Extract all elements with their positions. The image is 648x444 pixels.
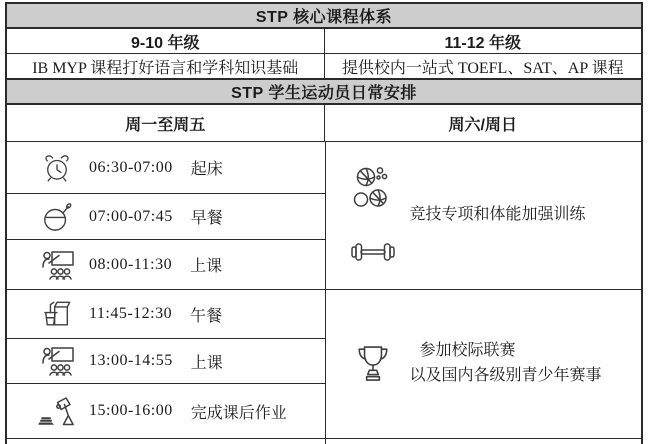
- alarm-clock-icon: [37, 152, 77, 184]
- schedule-row-class-morning: [7, 240, 325, 290]
- schedule-time: 15:00-16:00: [89, 402, 173, 419]
- day-header-row: [7, 105, 641, 142]
- schedule-activity: 上课: [190, 354, 223, 372]
- core-curriculum-title-row: [7, 4, 641, 29]
- grade-header-row: [7, 29, 641, 54]
- weekday-header: 周一至周五: [7, 105, 325, 141]
- schedule-activity: 早餐: [190, 210, 223, 227]
- lunch-drink-icon: [37, 298, 77, 330]
- grade-9-10-header: 9-10 年级: [7, 29, 325, 53]
- grade-11-12-header: 11-12 年级: [444, 34, 521, 52]
- daily-schedule-title: STP 学生运动员日常安排: [231, 85, 417, 102]
- sports-balls-icon: [353, 166, 393, 212]
- stp-program-table: [5, 2, 643, 444]
- schedule-time: 13:00-14:55: [89, 352, 173, 369]
- breakfast-bowl-icon: [37, 202, 77, 232]
- weekend-header: 周六/周日: [448, 117, 517, 134]
- schedule-time: 06:30-07:00: [89, 158, 173, 176]
- weekend-schedule-column: [326, 142, 642, 444]
- desk-lamp-homework-icon: [37, 396, 77, 426]
- schedule-body: [7, 142, 641, 444]
- trophy-icon: [355, 343, 391, 385]
- schedule-activity: 完成课后作业: [190, 404, 287, 422]
- schedule-row-truncated: [7, 439, 325, 444]
- competition-line-2: 以及国内各级别青少年赛事: [409, 367, 602, 384]
- weekend-cell-truncated: [326, 439, 642, 444]
- weekend-cell-training: [326, 142, 642, 290]
- grade-description-row: [7, 54, 641, 80]
- schedule-row-class-afternoon: [7, 339, 325, 384]
- classroom-lesson-icon: [37, 346, 77, 376]
- schedule-activity: 起床: [190, 161, 223, 178]
- schedule-row-lunch: [7, 290, 325, 339]
- classroom-lesson-icon: [37, 250, 77, 280]
- weekday-schedule-column: [7, 142, 326, 444]
- schedule-activity: 午餐: [190, 307, 223, 325]
- grade-9-10-description: IB MYP 课程打好语言和学科知识基础: [7, 54, 325, 78]
- schedule-time: 08:00-11:30: [89, 255, 173, 273]
- competition-line-1: 参加校际联赛: [419, 342, 516, 360]
- core-curriculum-title: STP 核心课程体系: [255, 9, 393, 26]
- schedule-row-wakeup: [7, 142, 325, 194]
- dumbbell-icon: [350, 238, 396, 266]
- schedule-time: 11:45-12:30: [89, 305, 173, 322]
- schedule-row-homework: [7, 384, 325, 439]
- daily-schedule-title-row: [7, 80, 641, 105]
- grade-11-12-description: 提供校内一站式 TOEFL、SAT、AP 课程: [341, 59, 624, 77]
- schedule-activity: 上课: [190, 258, 223, 275]
- weekend-cell-competition: [326, 290, 642, 439]
- weekend-training-text: 竞技专项和体能加强训练: [409, 206, 586, 224]
- weekend-competition-text: [410, 339, 602, 389]
- schedule-row-breakfast: [7, 194, 325, 240]
- schedule-time: 07:00-07:45: [89, 207, 173, 225]
- weekend-competition-icons: [346, 343, 400, 385]
- weekend-training-icons: [346, 166, 400, 266]
